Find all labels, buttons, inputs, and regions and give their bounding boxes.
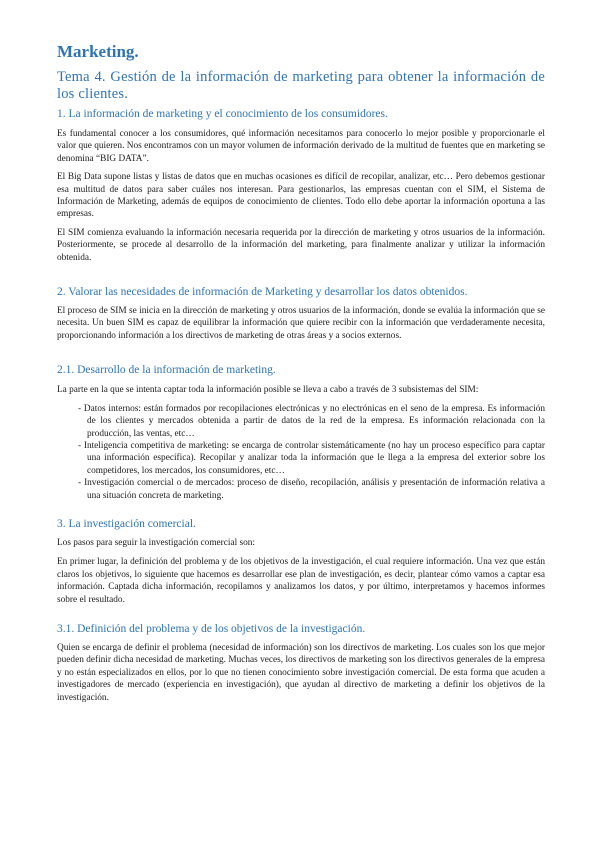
list-item-text: Investigación comercial o de mercados: proceso de diseño, recopilación, análisis y presentación de información relativa a una situación concreta de marketing.	[84, 478, 546, 501]
section-1-paragraph-3: El SIM comienza evaluando la información necesaria requerida por la dirección de marketing y otros usuarios de la información. Posteriormente, se procede al desarrollo de la información del marketing, para finalmente analizar y utilizar la información obtenida.	[57, 227, 545, 263]
subsystem-list	[57, 403, 545, 502]
section-3-1-heading: 3.1. Definición del problema y de los objetivos de la investigación.	[57, 622, 366, 635]
section-2-1-heading: 2.1. Desarrollo de la información de marketing.	[57, 364, 276, 377]
section-1-paragraph-2: El Big Data supone listas y listas de datos que en muchas ocasiones es difícil de recopilar, analizar, etc… Pero debemos gestionar esa multitud de datos para saber cuáles nos interesan. Para gestionarlos, las empresas cuentan con el SIM, el Sistema de Información de Marketing, además de equipos de conocimiento de clientes. Todo ello debe aportar la información oportuna a las empresas.	[57, 172, 545, 220]
section-3-heading: 3. La investigación comercial.	[57, 517, 196, 530]
section-2-paragraph-1: El proceso de SIM se inicia en la dirección de marketing y otros usuarios de la información, donde se evalúa la información que se necesita. Un buen SIM es capaz de equilibrar la información que quiere recibir con la información que verdaderamente necesita, proporcionando información a los directivos de marketing de otras áreas y a socios externos.	[57, 306, 545, 341]
section-3-paragraph-2: En primer lugar, la definición del problema y de los objetivos de la investigación, el cual requiere información. Una vez que están claros los objetivos, lo siguiente que hacemos es desarrollar ese plan de investigación, es decir, plantear cómo vamos a captar esa información. Captada dicha información, recopilamos y analizamos los datos, y por último, interpretamos y hacemos informes sobre el resultado.	[57, 557, 545, 605]
topic-title: Tema 4. Gestión de la información de marketing para obtener la información de los clientes.	[57, 69, 545, 102]
list-item-text: Datos internos: están formados por recopilaciones electrónicas y no electrónicas en el seno de la empresa. Es información de los clientes y mercados obtenida a partir de datos de la red de la empresa. Es información relacionada con la producción, las ventas, etc…	[83, 403, 546, 439]
section-1-heading: 1. La información de marketing y el conocimiento de los consumidores.	[57, 108, 388, 120]
section-2-1-paragraph-1: La parte en la que se intenta captar toda la información posible se lleva a cabo a través de 3 subsistemas del SIM:	[57, 385, 479, 396]
list-item-text: Inteligencia competitiva de marketing: se encarga de controlar sistemáticamente (no hay un proceso específico para captar una información específica). Recopilar y analizar toda la información que le llega a la empresa del exterior sobre los competidores, los mercados, los consumidores, etc…	[83, 440, 546, 476]
list-item: - Inteligencia competitiva de marketing: se encarga de controlar sistemáticamente (no hay un proceso específico para captar una información específica). Recopilar y analizar toda la información que le llega a la empresa del exterior sobre los competidores, los mercados, los consumidores, etc…	[78, 440, 546, 476]
section-3-1-paragraph-1: Quien se encarga de definir el problema (necesidad de información) son los directivos de marketing. Los cuales son los que mejor pueden definir dicha necesidad de marketing. Muchas veces, los directivos de marketing son los directivos generales de la empresa y no están especializados en ellos, por lo que no tienen conocimiento sobre investigación comercial. De esta forma que acuden a investigadores de mercado (experiencia en investigación), que ayudan al directivo de marketing a definir los objetivos de la investigación.	[57, 642, 545, 703]
list-item: - Datos internos: están formados por recopilaciones electrónicas y no electrónicas en el seno de la empresa. Es información de los clientes y mercados obtenida a partir de datos de la red de la empresa. Es información relacionada con la producción, las ventas, etc…	[78, 403, 546, 439]
document-page	[57, 42, 545, 704]
document-title: Marketing.	[57, 42, 139, 61]
section-2-heading: 2. Valorar las necesidades de información de Marketing y desarrollar los datos obtenidos.	[57, 286, 468, 299]
list-item: - Investigación comercial o de mercados: proceso de diseño, recopilación, análisis y presentación de información relativa a una situación concreta de marketing.	[78, 478, 546, 501]
section-3-paragraph-1: Los pasos para seguir la investigación comercial son:	[57, 537, 256, 548]
section-1-paragraph-1: Es fundamental conocer a los consumidores, qué información necesitamos para conocerlo lo mejor posible y proporcionarle el valor que quieren. Nos encontramos con un mayor volumen de información derivado de la multitud de fuentes que en marketing se denomina “BIG DATA”.	[57, 129, 545, 164]
